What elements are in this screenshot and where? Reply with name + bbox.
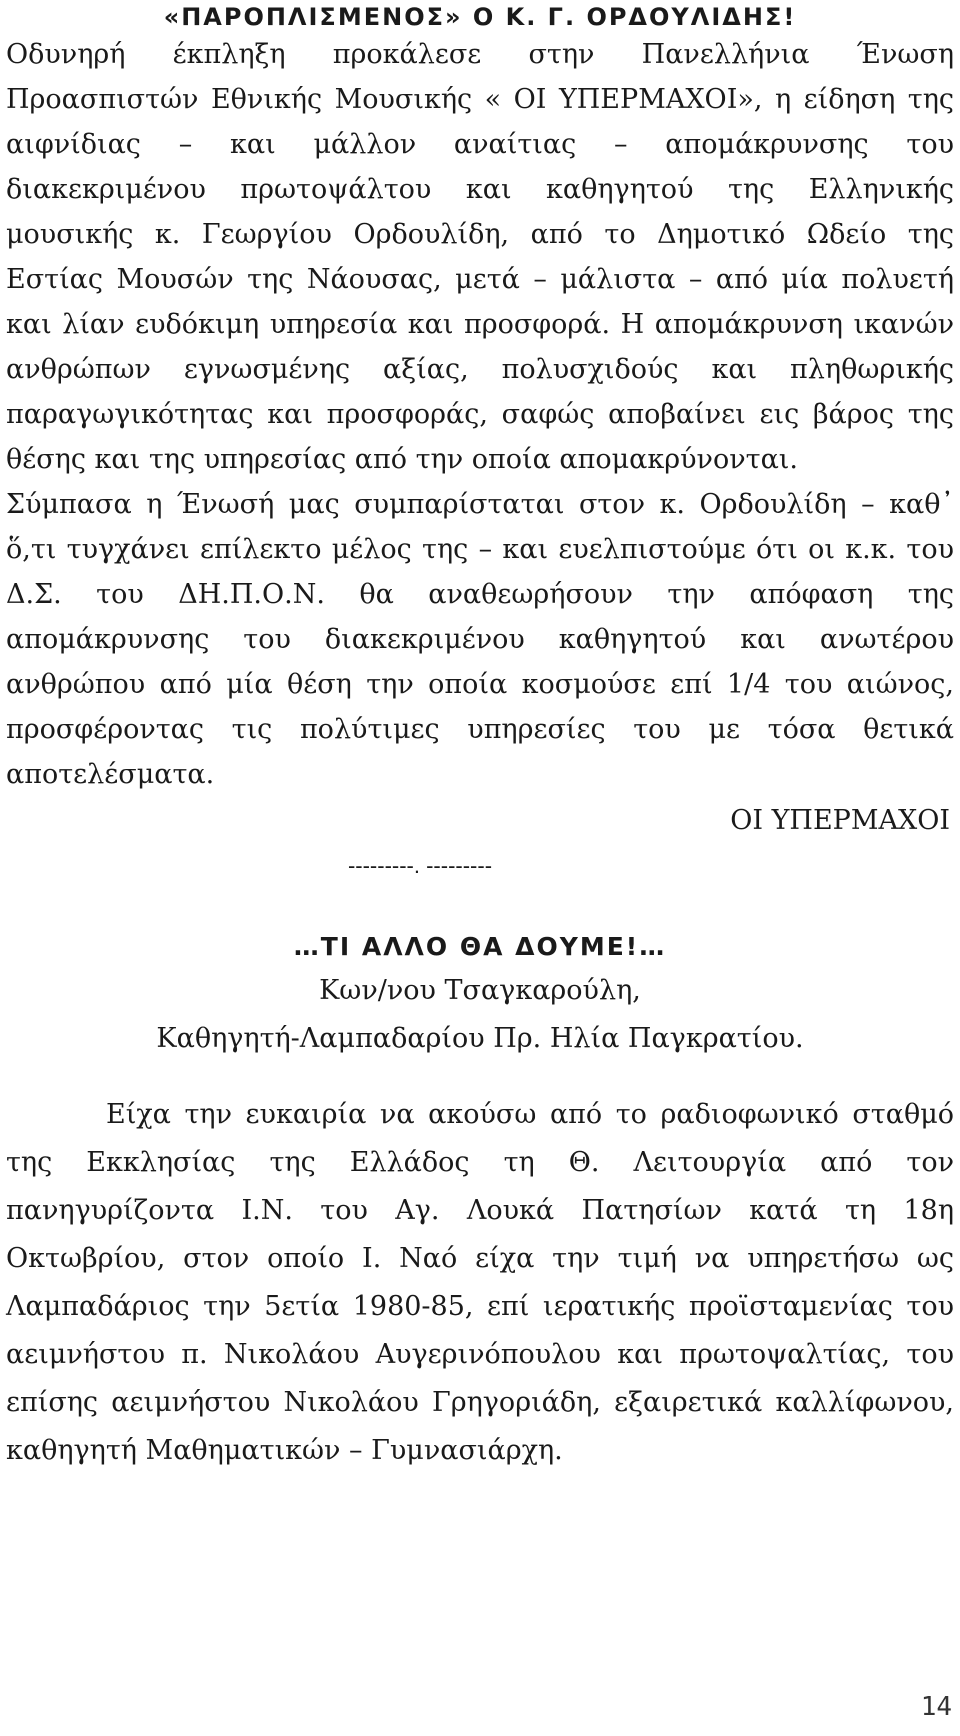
article-headline: «ΠΑΡΟΠΛΙΣΜΕΝΟΣ» Ο Κ. Γ. ΟΡΔΟΥΛΙΔΗΣ! [163, 3, 797, 31]
second-article-paragraph: Είχα την ευκαιρία να ακούσω από το ραδιοφωνικό σταθμό της Εκκλησίας της Ελλάδος τη Θ. Λειτουργία από τον πανηγυρίζοντα Ι.Ν. του Αγ. Λουκά Πατησίων κατά τη 18η Οκτωβρίου, στον οποίο Ι. Ναό είχα την τιμή να υπηρετήσω ως Λαμπαδάριος την 5ετία 1980-85, επί ιερατικής προϊσταμενίας του αειμνήστου π. Νικολάου Αυγερινόπουλου και πρωτοψαλτίας, του επίσης αειμνήστου Νικολάου Γρηγοριάδη, εξαιρετικά καλλίφωνου, καθηγητή Μαθηματικών – Γυμνασιάρχη. [6, 1099, 954, 1466]
author-role: Καθηγητή-Λαμπαδαρίου Πρ. Ηλία Παγκρατίου. [156, 1023, 804, 1054]
article-paragraph-2: Σύμπασα η Ένωσή μας συμπαρίσταται στον κ. Ορδουλίδη – καθ᾽ ὅ,τι τυγχάνει επίλεκτο μέλος της – και ευελπιστούμε ότι οι κ.κ. του Δ.Σ. του ΔΗ.Π.Ο.Ν. θα αναθεωρήσουν την απόφαση της απομάκρυνσης του διακεκριμένου καθηγητού και ανωτέρου ανθρώπου από μία θέση την οποία κοσμούσε επί 1/4 του αιώνος, προσφέροντας τις πολύτιμες υπηρεσίες του με τόσα θετικά αποτελέσματα. [6, 489, 954, 790]
article-paragraph-1: Οδυνηρή έκπληξη προκάλεσε στην Πανελλήνια Ένωση Προασπιστών Εθνικής Μουσικής « ΟΙ ΥΠΕΡΜΑΧΟΙ», η είδηση της αιφνίδιας – και μάλλον αναίτιας – απομάκρυνσης του διακεκριμένου πρωτοψάλτου και καθηγητού της Ελληνικής μουσικής κ. Γεωργίου Ορδουλίδη, από το Δημοτικό Ωδείο της Εστίας Μουσών της Νάουσας, μετά – μάλιστα – από μία πολυετή και λίαν ευδόκιμη υπηρεσία και προσφορά. Η απομάκρυνση ικανών ανθρώπων εγνωσμένης αξίας, πολυσχιδούς και πληθωρικής παραγωγικότητας και προσφοράς, σαφώς αποβαίνει εις βάρος της θέσης και της υπηρεσίας από την οποία απομακρύνονται. [6, 39, 954, 475]
document-page [6, 0, 954, 1475]
page-number: 14 [920, 1692, 952, 1722]
section-separator: ---------. --------- [347, 853, 493, 878]
author-name: Κων/νου Τσαγκαρούλη, [319, 975, 641, 1006]
second-article-title: …ΤΙ ΑΛΛΟ ΘΑ ΔΟΥΜΕ!… [293, 932, 667, 961]
article-signature: ΟΙ ΥΠΕΡΜΑΧΟΙ [730, 805, 950, 836]
